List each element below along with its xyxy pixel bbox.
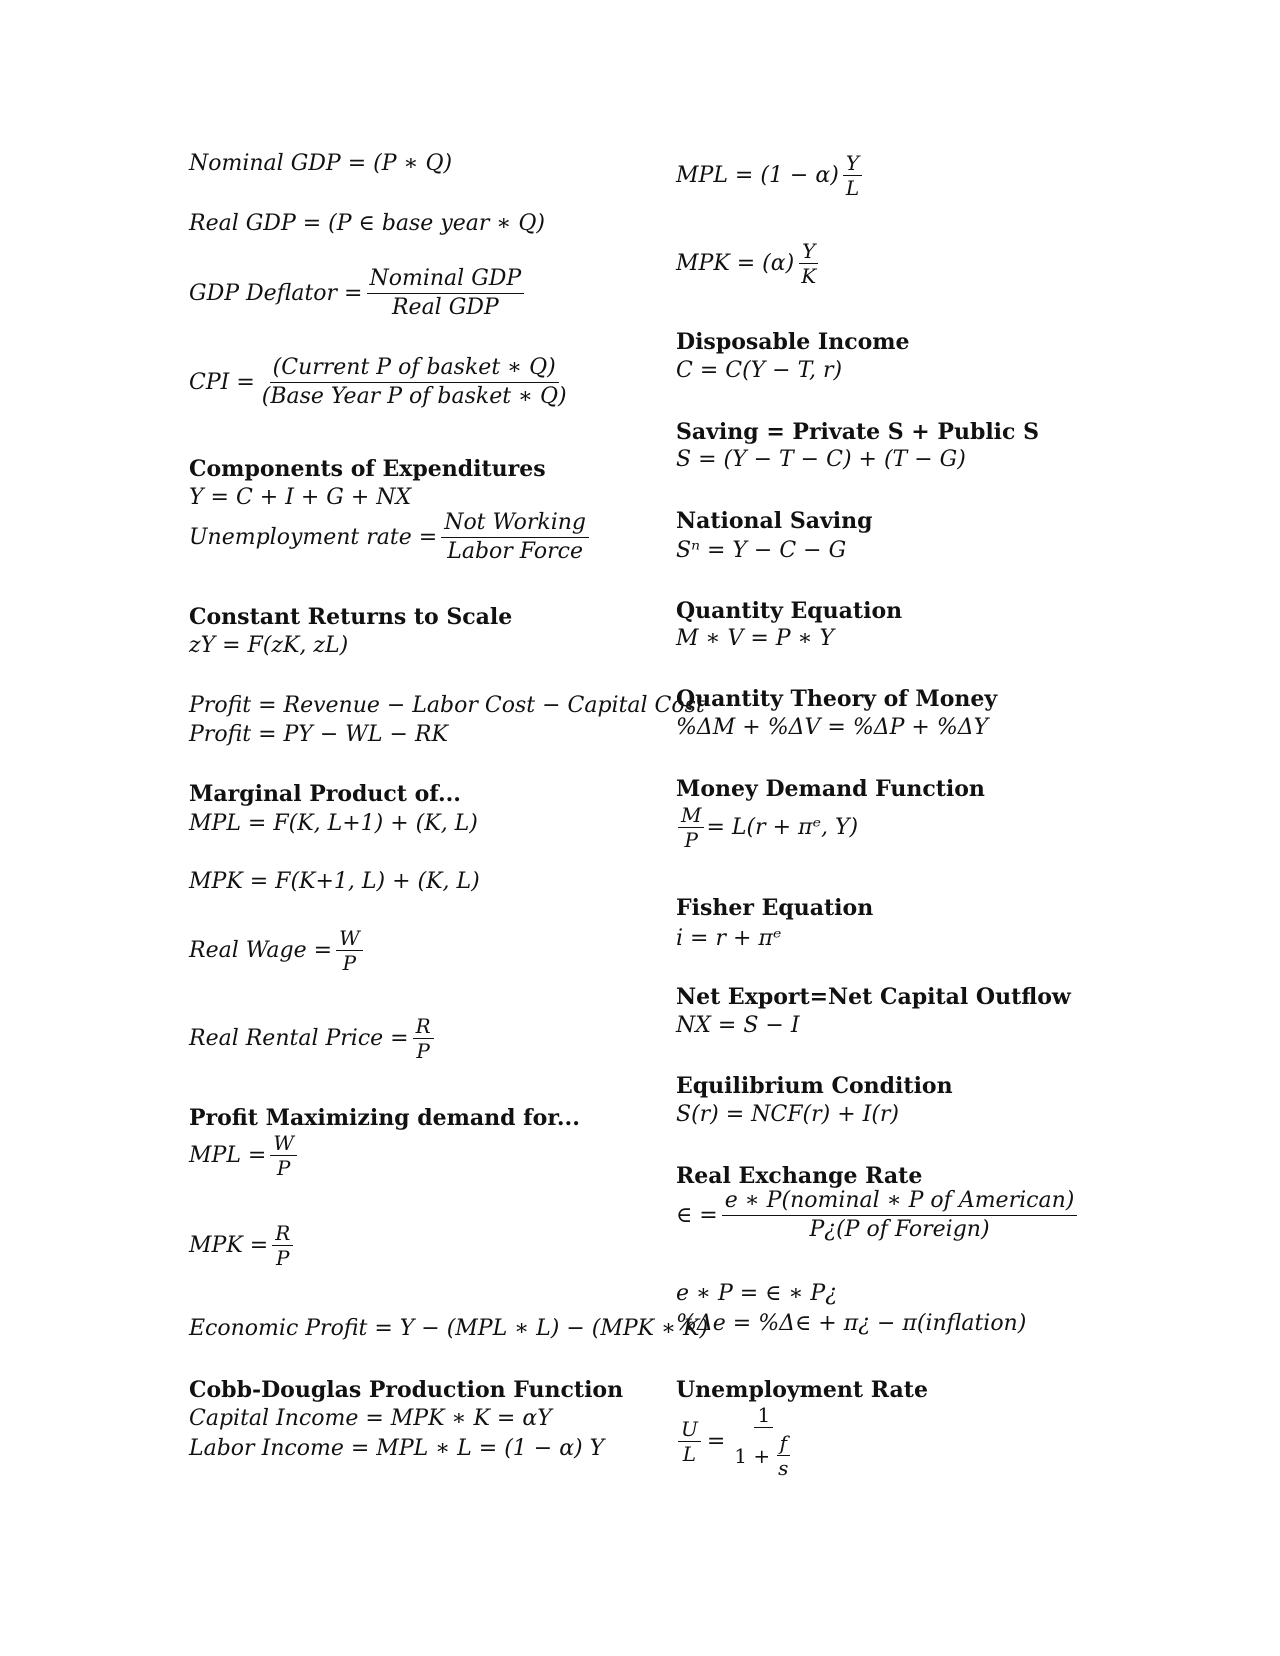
quantity-equation-formula: M ∗ V = P ∗ Y	[676, 626, 835, 651]
money-demand-formula	[676, 804, 858, 851]
ur-inner-numerator: f	[777, 1432, 790, 1456]
cpi-lhs: CPI =	[189, 369, 255, 395]
real-exchange-formula-2: e ∗ P = ∈ ∗ P¿	[676, 1281, 838, 1306]
equilibrium-heading: Equilibrium Condition	[676, 1073, 953, 1099]
real-exchange-heading: Real Exchange Rate	[676, 1163, 923, 1189]
mpl-cd-formula	[676, 152, 864, 199]
money-demand-heading: Money Demand Function	[676, 776, 985, 802]
unemployment-rate-heading: Unemployment Rate	[676, 1377, 928, 1403]
unemployment-rate-fraction	[441, 510, 589, 565]
crs-formula: zY = F(zK, zL)	[189, 633, 349, 658]
pmd-mpl-fraction	[270, 1132, 297, 1179]
components-formula: Y = C + I + G + NX	[189, 485, 412, 510]
mpl-cd-fraction	[843, 152, 862, 199]
real-wage-numerator: W	[336, 927, 363, 951]
fisher-heading: Fisher Equation	[676, 895, 874, 921]
real-exchange-formula-3: %Δe = %Δ∈ + π¿ − π(inflation)	[676, 1311, 1027, 1336]
mpl-cd-denominator: L	[845, 176, 860, 200]
mpl-cd-numerator: Y	[843, 152, 862, 176]
saving-heading: Saving = Private S + Public S	[676, 419, 1039, 445]
cpi-fraction	[259, 355, 570, 410]
money-demand-denominator: P	[684, 828, 698, 852]
components-heading: Components of Expenditures	[189, 456, 546, 482]
pmd-mpk-lhs: MPK =	[189, 1232, 269, 1258]
profit-formula-2: Profit = PY − WL − RK	[189, 722, 448, 747]
real-exchange-numerator: e ∗ P(nominal ∗ P of American)	[722, 1188, 1078, 1216]
real-exchange-formula	[676, 1188, 1079, 1243]
labor-income-formula: Labor Income = MPL ∗ L = (1 − α) Y	[189, 1436, 605, 1461]
unemployment-rate-ratio-formula	[676, 1404, 798, 1479]
unemployment-rate-denominator: Labor Force	[447, 539, 583, 564]
mpl-formula: MPL = F(K, L+1) + (K, L)	[189, 811, 478, 836]
money-demand-rhs: = L(r + πᵉ, Y)	[706, 814, 859, 840]
national-saving-formula: Sⁿ = Y − C − G	[676, 538, 847, 563]
national-saving-heading: National Saving	[676, 508, 873, 534]
gdp-deflator-lhs: GDP Deflator =	[189, 280, 363, 306]
pmd-mpk-numerator: R	[272, 1222, 293, 1246]
money-demand-fraction	[678, 804, 704, 851]
crs-heading: Constant Returns to Scale	[189, 604, 513, 630]
cpi-numerator: (Current P of basket ∗ Q)	[270, 355, 559, 383]
profit-max-heading: Profit Maximizing demand for...	[189, 1105, 580, 1131]
net-export-formula: NX = S − I	[676, 1013, 800, 1038]
net-export-heading: Net Export=Net Capital Outflow	[676, 984, 1071, 1010]
saving-formula: S = (Y − T − C) + (T − G)	[676, 447, 966, 472]
pmd-mpk-fraction	[272, 1222, 293, 1269]
mpk-cd-numerator: Y	[799, 240, 818, 264]
mpk-cd-fraction	[798, 240, 819, 287]
ur-lhs-fraction	[678, 1418, 701, 1465]
pmd-mpl-lhs: MPL =	[189, 1142, 267, 1168]
ur-inner-fraction	[775, 1432, 791, 1479]
pmd-mpl-formula	[189, 1132, 299, 1179]
pmd-mpl-denominator: P	[276, 1156, 291, 1180]
money-demand-numerator: M	[678, 804, 704, 828]
fisher-formula: i = r + πᵉ	[676, 926, 782, 951]
quantity-theory-formula: %ΔM + %ΔV = %ΔP + %ΔY	[676, 715, 989, 740]
ur-lhs-denominator: L	[682, 1442, 697, 1466]
mpl-cd-lhs: MPL = (1 − α)	[676, 162, 839, 188]
unemployment-rate-formula	[189, 510, 591, 565]
unemployment-rate-numerator: Not Working	[441, 510, 589, 538]
capital-income-formula: Capital Income = MPK ∗ K = αY	[189, 1406, 552, 1431]
ur-rhs-prefix: 1 +	[734, 1443, 771, 1468]
profit-formula-1: Profit = Revenue − Labor Cost − Capital Cost	[189, 693, 705, 718]
real-wage-fraction	[336, 927, 363, 974]
mpk-cd-formula	[676, 240, 821, 287]
ur-equals: =	[706, 1428, 726, 1454]
cpi-denominator: (Base Year P of basket ∗ Q)	[261, 384, 567, 409]
pmd-mpk-formula	[189, 1222, 295, 1269]
quantity-equation-heading: Quantity Equation	[676, 598, 903, 624]
real-gdp-formula: Real GDP = (P ∈ base year ∗ Q)	[189, 211, 545, 236]
real-exchange-lhs: ∈ =	[676, 1202, 718, 1228]
gdp-deflator-fraction	[367, 266, 525, 321]
real-rental-price-lhs: Real Rental Price =	[189, 1025, 409, 1051]
ur-rhs-fraction	[731, 1404, 796, 1479]
disposable-income-formula: C = C(Y − T, r)	[676, 358, 843, 383]
real-rental-price-denominator: P	[416, 1039, 430, 1063]
unemployment-rate-lhs: Unemployment rate =	[189, 524, 438, 550]
real-exchange-fraction	[722, 1188, 1078, 1243]
ur-rhs-denominator	[731, 1428, 796, 1479]
real-exchange-denominator: P¿(P of Foreign)	[809, 1217, 990, 1242]
real-wage-denominator: P	[342, 951, 357, 975]
gdp-deflator-denominator: Real GDP	[391, 295, 499, 320]
ur-lhs-numerator: U	[678, 1418, 701, 1442]
nominal-gdp-formula: Nominal GDP = (P ∗ Q)	[189, 151, 453, 176]
real-rental-price-formula	[189, 1015, 436, 1062]
pmd-mpk-denominator: P	[276, 1246, 290, 1270]
marginal-product-heading: Marginal Product of...	[189, 781, 461, 807]
real-rental-price-numerator: R	[413, 1015, 434, 1039]
quantity-theory-heading: Quantity Theory of Money	[676, 686, 998, 712]
real-wage-formula	[189, 927, 365, 974]
mpk-cd-lhs: MPK = (α)	[676, 250, 795, 276]
cpi-formula	[189, 355, 572, 410]
gdp-deflator-formula	[189, 266, 526, 321]
mpk-cd-denominator: K	[801, 264, 817, 288]
economic-profit-formula: Economic Profit = Y − (MPL ∗ L) − (MPK ∗ K)	[189, 1316, 709, 1341]
cobb-douglas-heading: Cobb-Douglas Production Function	[189, 1377, 624, 1403]
equilibrium-formula: S(r) = NCF(r) + I(r)	[676, 1102, 899, 1127]
gdp-deflator-numerator: Nominal GDP	[367, 266, 525, 294]
real-rental-price-fraction	[413, 1015, 434, 1062]
pmd-mpl-numerator: W	[270, 1132, 297, 1156]
disposable-income-heading: Disposable Income	[676, 329, 910, 355]
real-wage-lhs: Real Wage =	[189, 937, 333, 963]
mpk-formula: MPK = F(K+1, L) + (K, L)	[189, 869, 480, 894]
ur-rhs-numerator: 1	[754, 1404, 773, 1428]
ur-inner-denominator: s	[778, 1456, 789, 1480]
